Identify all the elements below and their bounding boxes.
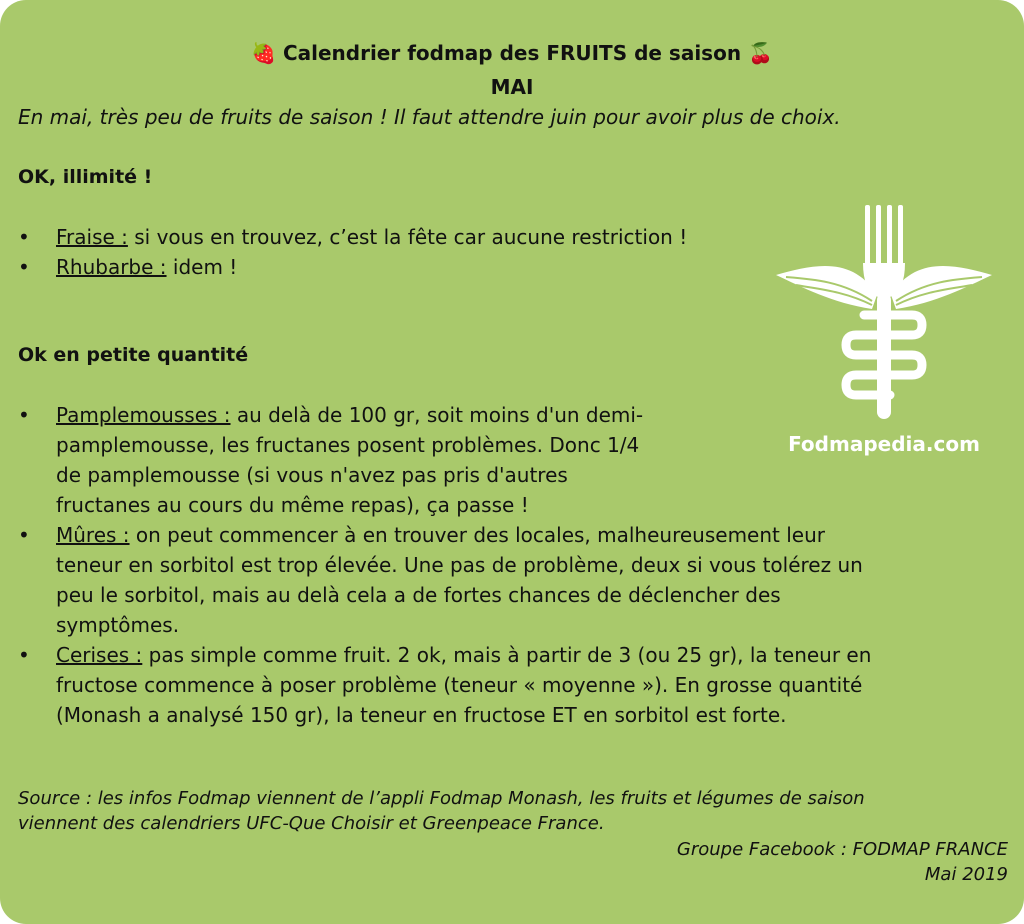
list-item-pamplemousses <box>0 400 871 520</box>
page-title <box>0 40 1024 66</box>
bullet: • <box>18 403 30 427</box>
item-line: de pamplemousse (si vous n'avez pas pris d'autres <box>56 463 568 487</box>
item-text: si vous en trouvez, c’est la fête car aucune restriction ! <box>127 225 688 249</box>
item-line: (Monash a analysé 150 gr), la teneur en fructose ET en sorbitol est forte. <box>56 703 787 727</box>
facebook-group: Groupe Facebook : FODMAP FRANCE <box>676 839 1008 860</box>
list-item-cerises <box>0 640 871 730</box>
strawberry-icon: 🍓 <box>251 41 276 65</box>
source-line: Source : les infos Fodmap viennent de l’appli Fodmap Monash, les fruits et légumes de saison <box>18 788 865 809</box>
item-line: symptômes. <box>56 613 180 637</box>
item-line: on peut commencer à en trouver des locales, malheureusement leur <box>129 523 825 547</box>
list-item-fraise <box>0 222 687 252</box>
section-ok-heading: OK, illimité ! <box>18 166 153 188</box>
item-label: Cerises : <box>56 643 143 667</box>
ok-list <box>0 222 687 282</box>
list-item-rhubarbe <box>0 252 687 282</box>
fodmapedia-logo-icon <box>772 205 996 430</box>
section-small-heading: Ok en petite quantité <box>18 344 249 366</box>
cherry-icon: 🍒 <box>748 41 773 65</box>
bullet: • <box>18 225 30 249</box>
logo-text: Fodmapedia.com <box>788 432 980 456</box>
bullet: • <box>18 643 30 667</box>
date-text: Mai 2019 <box>924 864 1008 885</box>
month-subtitle: MAI <box>490 75 534 99</box>
source-line: viennent des calendriers UFC-Que Choisir et Greenpeace France. <box>18 813 605 834</box>
source-note <box>18 786 1008 836</box>
title-text: Calendrier fodmap des FRUITS de saison <box>282 41 742 65</box>
item-line: pas simple comme fruit. 2 ok, mais à partir de 3 (ou 25 gr), la teneur en <box>142 643 872 667</box>
list-item-mures <box>0 520 871 640</box>
small-quantity-list <box>0 400 871 730</box>
item-line: fructose commence à poser problème (teneur « moyenne »). En grosse quantité <box>56 673 863 697</box>
item-line: fructanes au cours du même repas), ça passe ! <box>56 493 529 517</box>
item-line: peu le sorbitol, mais au delà cela a de fortes chances de déclencher des <box>56 583 781 607</box>
item-line: teneur en sorbitol est trop élevée. Une pas de problème, deux si vous tolérez un <box>56 553 863 577</box>
intro-text: En mai, très peu de fruits de saison ! Il faut attendre juin pour avoir plus de choix. <box>18 105 841 129</box>
item-label: Mûres : <box>56 523 130 547</box>
item-label: Rhubarbe : <box>56 255 167 279</box>
item-text: idem ! <box>166 255 238 279</box>
bullet: • <box>18 523 30 547</box>
item-line: au delà de 100 gr, soit moins d'un demi- <box>230 403 644 427</box>
item-label: Pamplemousses : <box>56 403 231 427</box>
item-line: pamplemousse, les fructanes posent problèmes. Donc 1/4 <box>56 433 640 457</box>
item-label: Fraise : <box>56 225 128 249</box>
bullet: • <box>18 255 30 279</box>
